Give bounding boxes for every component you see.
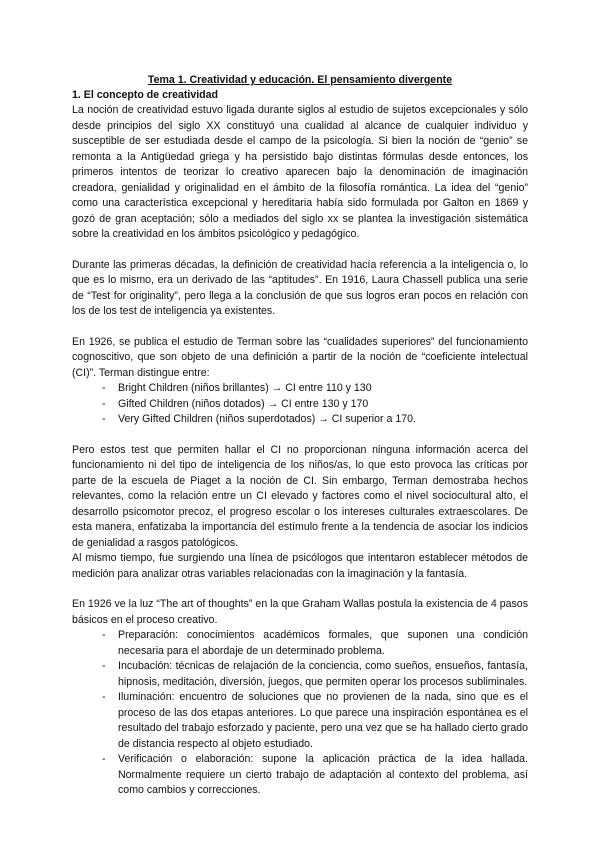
wallas-list: [72, 628, 528, 799]
paragraph-medicion: Al mismo tiempo, fue surgiendo una línea de psicólogos que intentaron establecer métodos de medición para analizar otras variables relacionadas con la imaginación y la fantasía.: [72, 552, 528, 580]
document-page: [72, 72, 528, 799]
list-item-preparacion: - Preparación: conocimientos académicos formales, que suponen una condición necesaria para el abordaje de un determinado problema.: [102, 628, 528, 659]
list-item-bright: - Bright Children (niños brillantes) → CI entre 110 y 130: [102, 381, 528, 397]
paragraph-gap: [72, 582, 528, 597]
list-item-very-gifted: - Very Gifted Children (niños superdotados) → CI superior a 170.: [102, 412, 528, 428]
section-heading: 1. El concepto de creatividad: [72, 89, 219, 101]
terman-list: [72, 381, 528, 428]
paragraph-gap: [72, 320, 528, 335]
paragraph-wallas: En 1926 ve la luz “The art of thoughts” en la que Graham Wallas postula la existencia de 4 pasos básicos en el proceso creativo.: [72, 598, 528, 626]
list-item-incubacion: - Incubación: técnicas de relajación de la conciencia, como sueños, ensueños, fantasía, hipnosis, meditación, diversión, juegos, que permiten operar los procesos subliminales.: [102, 659, 528, 690]
document-title: Tema 1. Creatividad y educación. El pensamiento divergente: [147, 74, 453, 86]
list-item-gifted: - Gifted Children (niños dotados) → CI entre 130 y 170: [102, 397, 528, 413]
paragraph-gap: [72, 428, 528, 443]
paragraph-genio: La noción de creatividad estuvo ligada durante siglos al estudio de sujetos excepcionales y sólo desde principios del siglo XX constituyó una cualidad al alcance de cualquier individuo y susceptible de ser estudiada desde el campo de la psicología. Si bien la noción de “genio” se remonta a la Antigüedad griega y ha persistido bajo distintas fórmulas desde entonces, los primeros intentos de teorizar lo creativo aparecen bajo la denominación de imaginación creadora, genialidad y originalidad en el ámbito de la filosofía romántica. La idea del “genio” como una característica excepcional y hereditaria había sido formulada por Galton en 1869 y gozó de gran aceptación; sólo a mediados del siglo xx se plantea la investigación sistemática sobre la creatividad en los ámbitos psicológico y pedagógico.: [72, 104, 528, 240]
paragraph-terman: En 1926, se publica el estudio de Terman sobre las “cualidades superiores” del funcionamiento cognoscitivo, que son objeto de una definición a partir de la noción de “coeficiente intelectual (CI)”. Terman distingue entre:: [72, 335, 528, 379]
paragraph-inteligencia: Durante las primeras décadas, la definición de creatividad hacía referencia a la inteligencia o, lo que es lo mismo, era un derivado de las “aptitudes”. En 1916, Laura Chassell publica una serie de “Test for originality”, pero llega a la conclusión de que sus logros eran pocos en relación con los de los test de inteligencia ya existentes.: [72, 258, 528, 317]
paragraph-gap: [72, 243, 528, 258]
paragraph-criticas: Pero estos test que permiten hallar el CI no proporcionan ninguna información acerca del funcionamiento ni del tipo de inteligencia de los niños/as, lo que esto provoca las críticas por parte de la escuela de Piaget a la noción de CI. Sin embargo, Terman demostraba hechos relevantes, como la relación entre un CI elevado y factores como el nivel sociocultural alto, el desarrollo psicomotor precoz, el progreso escolar o los intereses culturales extraescolares. De esta manera, enfatizaba la importancia del estímulo frente a la tendencia de asociar los indicios de genialidad a rasgos patológicos.: [72, 443, 528, 549]
list-item-iluminacion: - Iluminación: encuentro de soluciones que no provienen de la nada, sino que es el proceso de las dos etapas anteriores. Lo que parece una inspiración espontánea es el resultado del trabajo esforzado y paciente, pero una vez que se ha hallado cierto grado de distancia respecto al objeto estudiado.: [102, 690, 528, 752]
list-item-verificacion: - Verificación o elaboración: supone la aplicación práctica de la idea hallada. Normalmente requiere un cierto trabajo de adaptación al contexto del problema, así como cambios y correcciones.: [102, 752, 528, 799]
